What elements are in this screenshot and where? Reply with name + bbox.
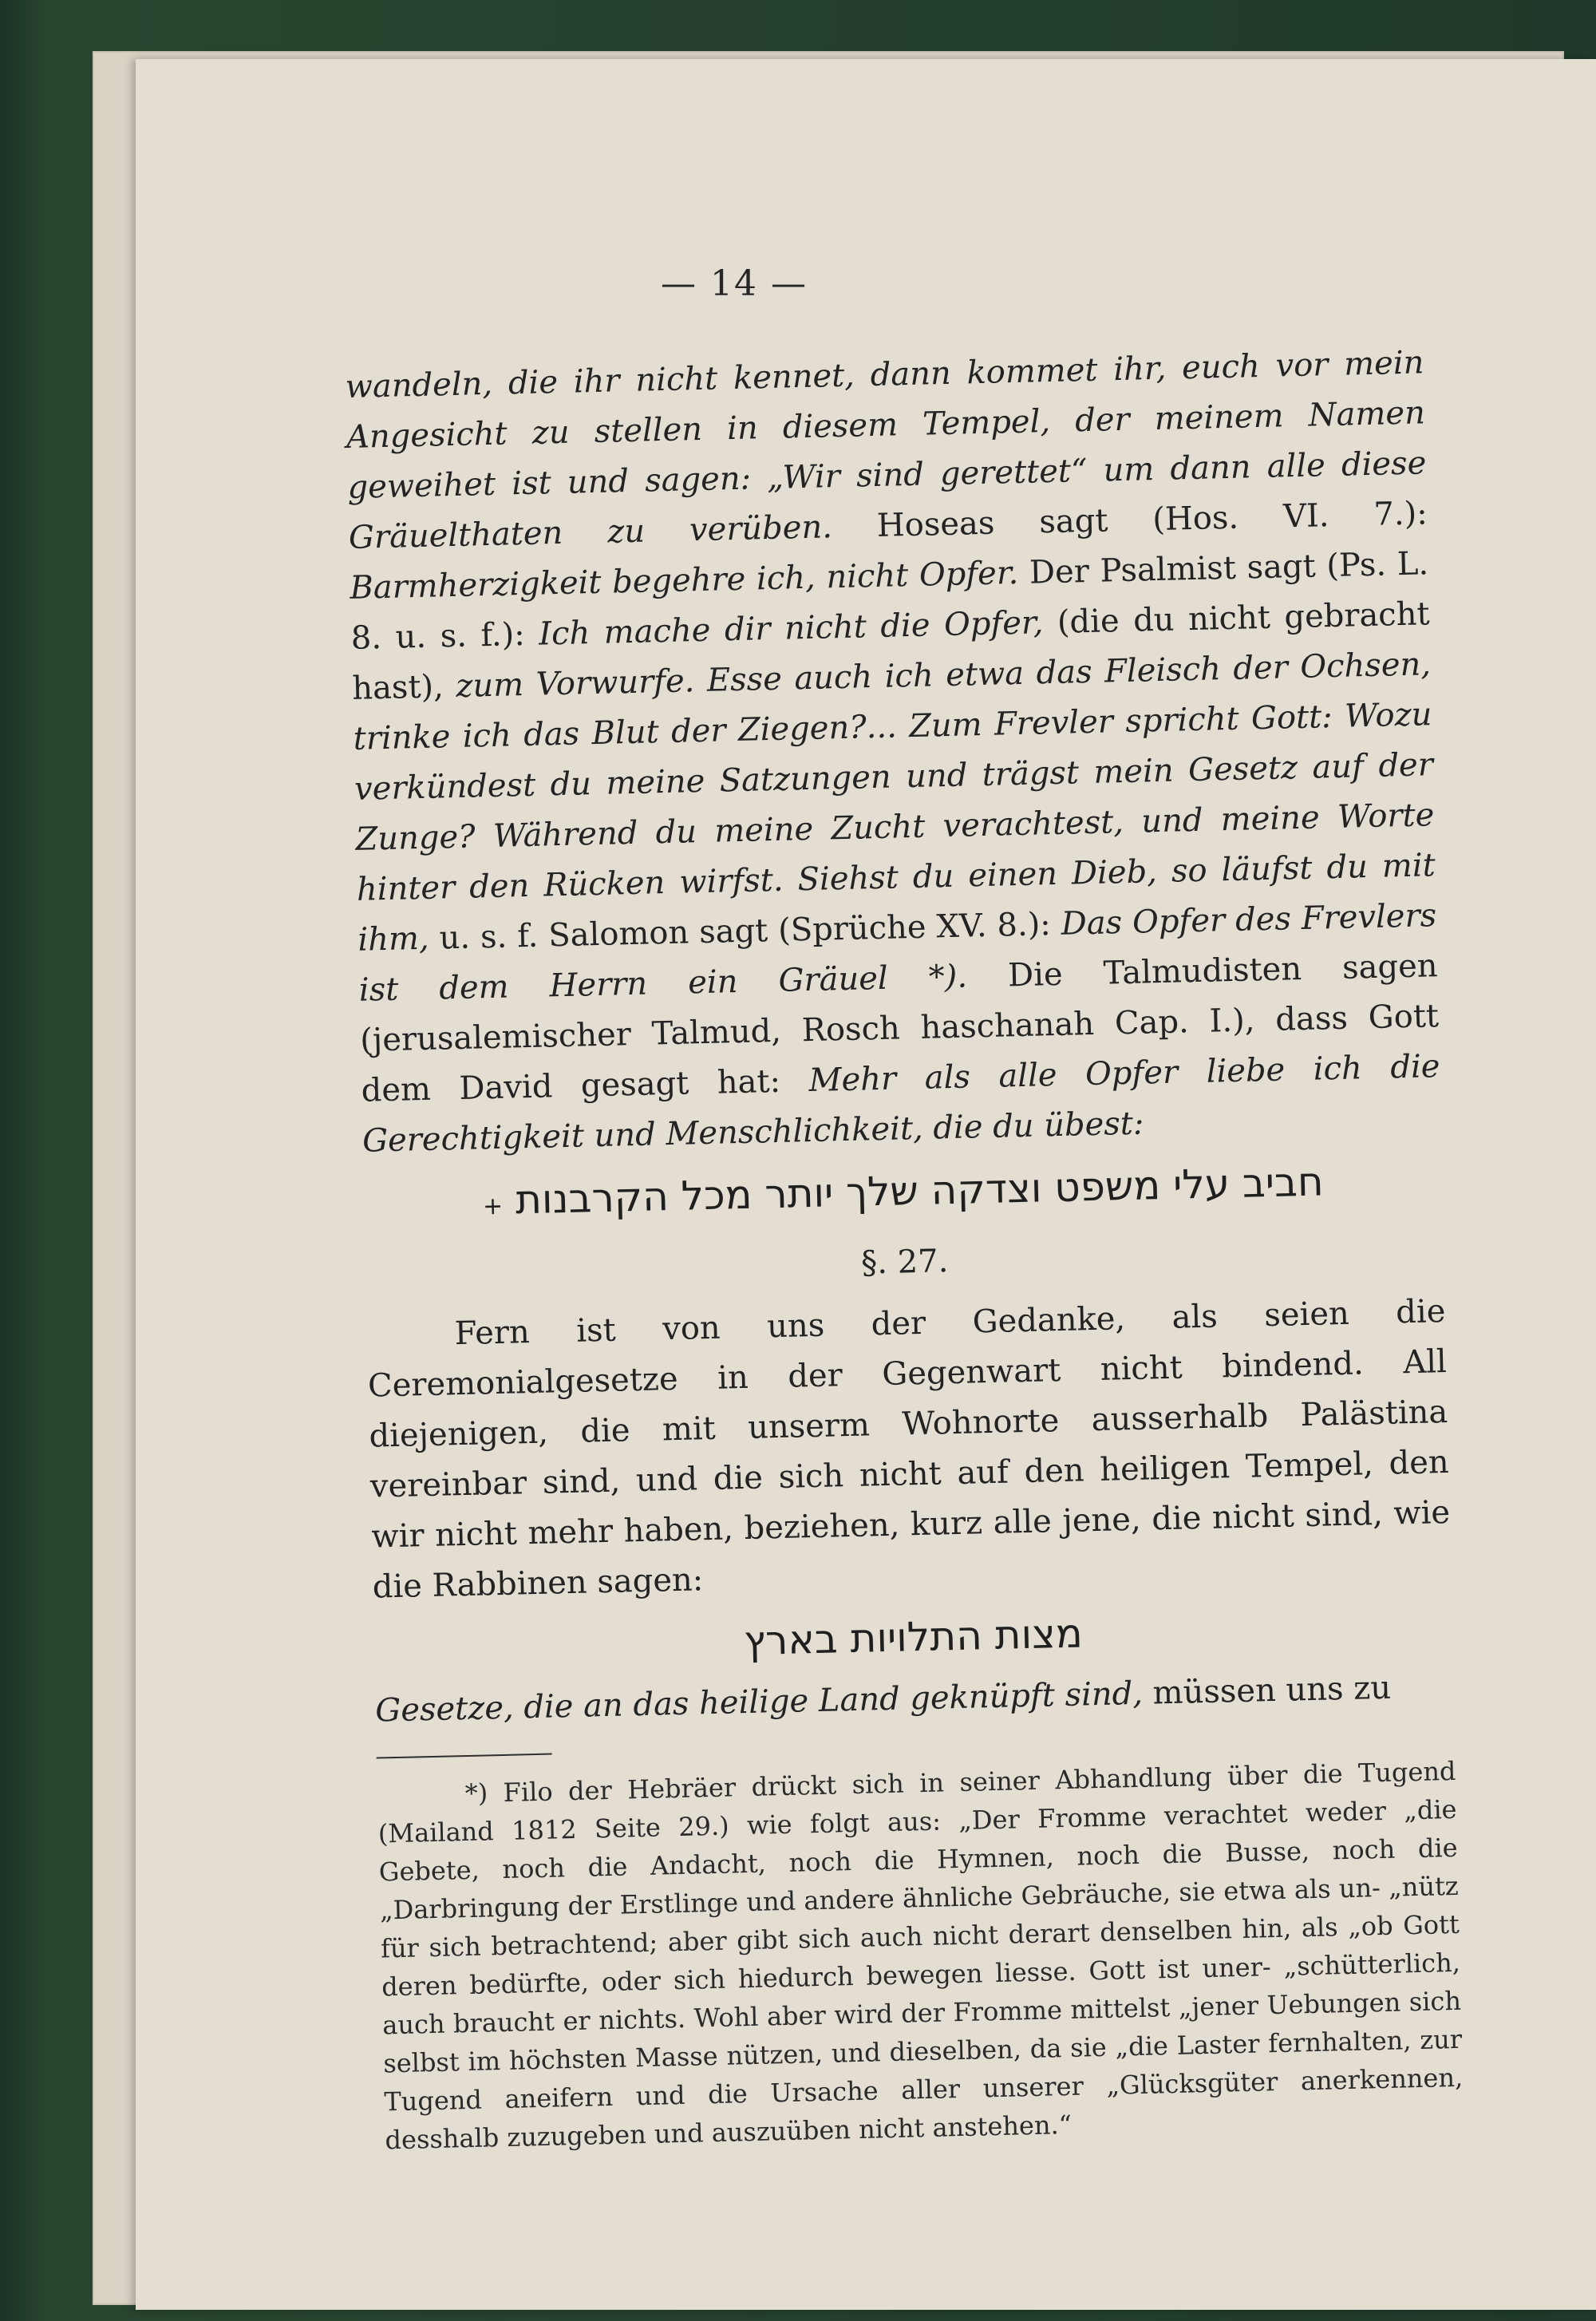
paragraph-section-27: Fern ist von uns der Gedanke, als seien die Ceremonialgesetze in der Gegenwart nicht bindend. All diejenigen, die mit unserm Wohnorte ausserhalb Palästina vereinbar sind, und die sich nicht auf den heiligen Tempel, den wir nicht mehr haben, beziehen, kurz alle jene, die nicht sind, wie die Rabbinen sagen:: [367, 1293, 1451, 1606]
footnote: *) Filo der Hebräer drückt sich in seiner Abhandlung über die Tugend (Mailand 1812 Seite 29.) wie folgt aus: „Der Fromme verachtet weder „die Gebete, noch die Andacht, noch die Hymnen, noch die Busse, noch die „Darbringung der Erstlinge und andere ähnliche Gebräuche, sie etwa als un- „nütz für sich betrachtend; aber gibt sich auch nicht derart denselben hin, als „ob Gott deren bedürfte, oder sich hiedurch bewegen liesse. Gott ist uner- „schütterlich, auch braucht er nichts. Wohl aber wird der Fromme mittelst „jener Uebungen sich selbst im höchsten Masse nützen, und dieselben, da sie „die Laster fernhalten, zur Tugend aneifern und die Ursache aller unserer „Glücksgüter anerkennen, desshalb zuzugeben und auszuüben nicht anstehen.“: [377, 1755, 1464, 2156]
book-page: [136, 59, 1596, 2310]
paragraph-continuation: Gesetze, die an das heilige Land geknüpft sind, müssen uns zu: [374, 1669, 1392, 1730]
footnote-divider: [377, 1754, 552, 1759]
page-number: — 14 —: [661, 263, 808, 304]
paragraph-opening: wandeln, die ihr nicht kennet, dann kommet ihr, euch vor mein Angesicht zu stellen in diesem Tempel, der meinem Namen geweihet ist und sagen: „Wir sind gerettet“ um dann alle diese Gräuelthaten zu verüben. Hoseas sagt (Hos. VI. 7.): Barmherzigkeit begehre ich, nicht Opfer. Der Psalmist sagt (Ps. L. 8. u. s. f.): Ich mache dir nicht die Opfer, (die du nicht gebracht hast), zum Vorwurfe. Esse auch ich etwa das Fleisch der Ochsen, trinke ich das Blut der Ziegen?... Zum Frevler spricht Gott: Wozu verkündest du meine Satzungen und trägst mein Gesetz auf der Zunge? Während du meine Zucht verachtest, und meine Worte hinter den Rücken wirfst. Siehst du einen Dieb, so läufst du mit ihm, u. s. f. Salomon sagt (Sprüche XV. 8.): Das Opfer des Frevlers ist dem Herrn ein Gräuel *). Die Talmudisten sagen (jerusalemischer Talmud, Rosch haschanah Cap. I.), dass Gott dem David gesagt hat: Mehr als alle Opfer liebe ich die Gerechtigkeit und Menschlichkeit, die du übest:: [345, 344, 1440, 1160]
section-heading: §. 27.: [860, 1243, 949, 1282]
hebrew-quote-text: חביב עלי משפט וצדקה שלך יותר מכל הקרבנות: [515, 1158, 1325, 1224]
hebrew-quote-mark: +: [482, 1192, 504, 1221]
text-block: [345, 338, 1464, 2159]
hebrew-term: מצות התלויות בארץ: [743, 1610, 1084, 1665]
